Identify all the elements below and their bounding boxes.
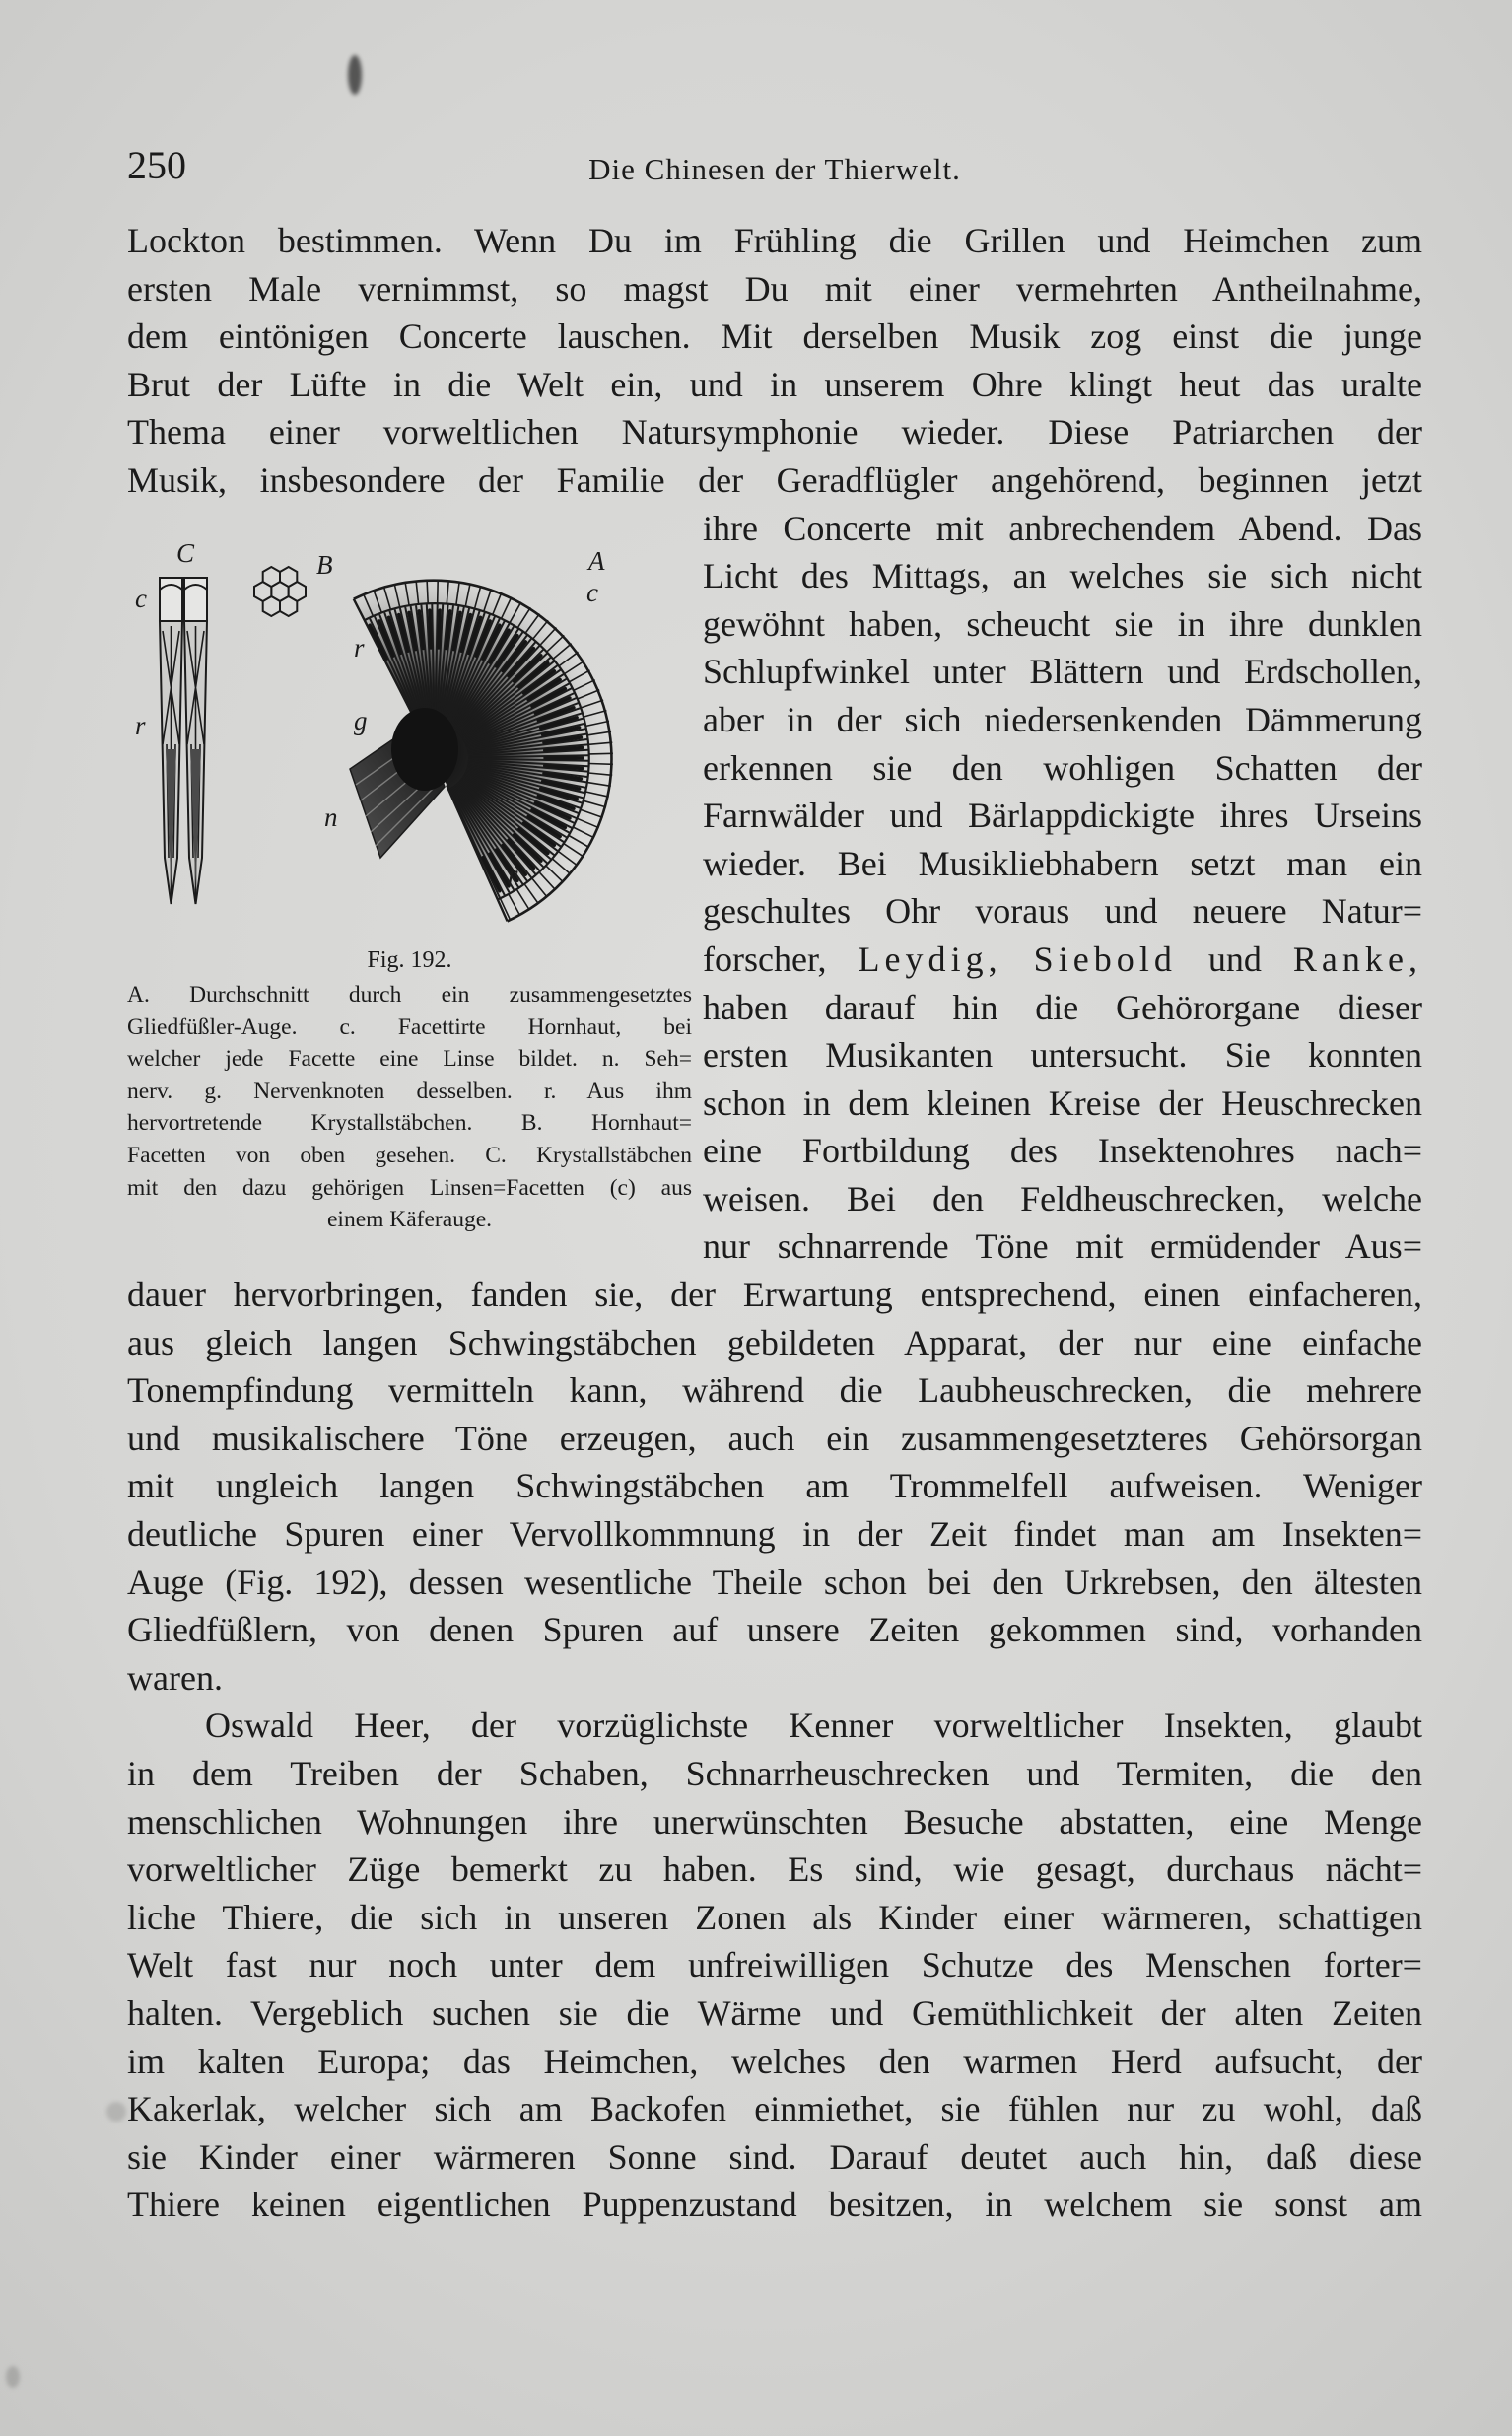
author-name: Siebold [1033, 939, 1177, 979]
scan-blemish [348, 55, 362, 95]
text-line: Tonempfindung vermitteln kann, während die Laubheuschrecken, die mehrere [127, 1370, 1422, 1411]
text-line: in dem Treiben der Schaben, Schnarrheuschrecken und Termiten, die den [127, 1754, 1422, 1793]
facet-hexagon [280, 596, 297, 616]
figure-label: r [508, 860, 518, 889]
rod-shading [166, 749, 201, 887]
compound-eye-section-A [350, 580, 613, 921]
text-line: eine Fortbildung des Insektenohres nach= [703, 1131, 1422, 1171]
author-name: Ranke, [1292, 939, 1422, 979]
scan-blemish [106, 2102, 126, 2122]
page-header [127, 140, 1422, 191]
text-line: erkennen sie den wohligen Schatten der [703, 747, 1422, 788]
figure-label: r [354, 633, 365, 662]
crystal-cone-mark [439, 610, 440, 648]
text-line: sie Kinder einer wärmeren Sonne sind. Darauf deutet auch hin, daß diese [127, 2136, 1422, 2177]
text-line: weisen. Bei den Feldheuschrecken, welche [703, 1178, 1422, 1218]
caption-line: Facetten von oben gesehen. C. Krystallstäbchen [127, 1142, 692, 1168]
text-line: ersten Musikanten untersucht. Sie konnten [703, 1035, 1422, 1076]
figure-label: g [354, 706, 368, 735]
figure-label: B [316, 550, 333, 580]
lens-facet-line [589, 764, 613, 765]
crystal-rods-C [160, 578, 207, 904]
nerve-ganglion [391, 708, 458, 791]
text-line: Kakerlak, welcher sich am Backofen einmiethet, sie fühlen nur zu wohl, daß [127, 2089, 1422, 2129]
text-line: Schlupfwinkel unter Blättern und Erdschollen, [703, 652, 1422, 692]
text-line: und musikalischere Töne erzeugen, auch ein zusammengesetzteres Gehörsorgan [127, 1418, 1422, 1458]
scan-blemish [6, 2366, 20, 2388]
text-line: liche Thiere, die sich in unseren Zonen als Kinder einer wärmeren, schattigen [127, 1897, 1422, 1937]
lens-facet-line [438, 580, 439, 603]
lens-facet-line [589, 753, 613, 754]
figure-label: n [324, 802, 338, 832]
text-line: im kalten Europa; das Heimchen, welches den warmen Herd aufsucht, der [127, 2041, 1422, 2081]
caption-line: Gliedfüßler-Auge. c. Facettirte Hornhaut, bei [127, 1013, 692, 1040]
author-name: Leydig, [858, 939, 1002, 979]
figure-label: c [586, 578, 598, 607]
text-line: Auge (Fig. 192), dessen wesentliche Theile schon bei den Urkrebsen, den ältesten [127, 1562, 1422, 1602]
caption-line: welcher jede Facette eine Linse bildet. n. Seh= [127, 1046, 692, 1073]
page-number: 250 [127, 143, 186, 187]
figure-label: c [135, 584, 147, 613]
text-line: Licht des Mittags, an welches sie sich nicht [703, 556, 1422, 596]
text-line: ihre Concerte mit anbrechendem Abend. Das [703, 508, 1422, 548]
text-line: dem eintönigen Concerte lauschen. Mit derselben Musik zog einst die junge [127, 316, 1422, 357]
text-line: Musik, insbesondere der Familie der Geradflügler angehörend, beginnen jetzt [127, 459, 1422, 500]
insect-eye-illustration [127, 532, 694, 937]
text-line: Lockton bestimmen. Wenn Du im Frühling die Grillen und Heimchen zum [127, 221, 1422, 260]
text-line: Farnwälder und Bärlappdickigte ihres Urseins [703, 796, 1422, 836]
text-line: wieder. Bei Musikliebhabern setzt man ein [703, 843, 1422, 883]
text-line: aber in der sich niedersenkenden Dämmerung [703, 699, 1422, 739]
figure-label: C [176, 538, 195, 568]
text-line: schon in dem kleinen Kreise der Heuschrecken [703, 1082, 1422, 1123]
text-line: waren. [127, 1657, 223, 1698]
facet-hexagon [280, 567, 297, 587]
text-line: dauer hervorbringen, fanden sie, der Erwartung entsprechend, einen einfacheren, [127, 1275, 1422, 1315]
text-line: vorweltlicher Züge bemerkt zu haben. Es sind, wie gesagt, durchaus nächt= [127, 1849, 1422, 1890]
text-line: Thiere keinen eigentlichen Puppenzustand besitzen, in welchem sie sonst am [127, 2185, 1422, 2225]
figure-label: A [588, 546, 605, 576]
caption-line: einem Käferauge. [326, 1207, 492, 1233]
text-line: halten. Vergeblich suchen sie die Wärme und Gemüthlichkeit der alten Zeiten [127, 1992, 1422, 2033]
text-line: Thema einer vorweltlichen Natursymphonie wieder. Diese Patriarchen der [127, 412, 1422, 452]
crystal-cone-mark [430, 610, 431, 648]
text-line: Oswald Heer, der vorzüglichste Kenner vorweltlicher Insekten, glaubt [205, 1705, 1422, 1746]
text-fragment: forscher, [703, 939, 827, 979]
text-line: geschultes Ohr voraus und neuere Natur= [703, 891, 1422, 932]
text-line: nur schnarrende Töne mit ermüdender Aus= [703, 1226, 1422, 1267]
text-line: gewöhnt haben, scheucht sie in ihre dunklen [703, 603, 1422, 644]
caption-line: mit den dazu gehörigen Linsen=Facetten (c) aus [127, 1174, 692, 1201]
figure-number: Fig. 192. [367, 947, 452, 973]
text-line: haben darauf hin die Gehörorgane dieser [703, 987, 1422, 1027]
figure-label: r [135, 711, 146, 740]
cornea-facets-B [254, 567, 306, 616]
caption-line: nerv. g. Nervenknoten desselben. r. Aus ihm [127, 1078, 692, 1104]
facet-hexagon [263, 567, 280, 587]
text-line: aus gleich langen Schwingstäbchen gebildeten Apparat, der nur eine einfache [127, 1322, 1422, 1362]
text-fragment: und [1207, 939, 1262, 979]
text-line-spaced-names [703, 936, 1422, 984]
caption-line: hervortretende Krystallstäbchen. B. Hornhaut= [127, 1110, 692, 1137]
caption-line: A. Durchschnitt durch ein zusammengesetztes [127, 982, 692, 1008]
text-line: Gliedfüßlern, von denen Spuren auf unsere Zeiten gekommen sind, vorhanden [127, 1610, 1422, 1650]
text-line: ersten Male vernimmst, so magst Du mit einer vermehrten Antheilnahme, [127, 268, 1422, 309]
figure-caption [127, 941, 692, 1236]
running-head: Die Chinesen der Thierwelt. [588, 152, 961, 186]
lens-facet-line [427, 580, 428, 603]
text-line: Welt fast nur noch unter dem unfreiwilligen Schutze des Menschen forter= [127, 1945, 1422, 1985]
text-line: Brut der Lüfte in die Welt ein, und in unserem Ohre klingt heut das uralte [127, 364, 1422, 404]
text-line: menschlichen Wohnungen ihre unerwünschten Besuche abstatten, eine Menge [127, 1801, 1422, 1842]
text-line: mit ungleich langen Schwingstäbchen am Trommelfell aufweisen. Weniger [127, 1466, 1422, 1506]
text-line: deutliche Spuren einer Vervollkommnung in der Zeit findet man am Insekten= [127, 1514, 1422, 1555]
